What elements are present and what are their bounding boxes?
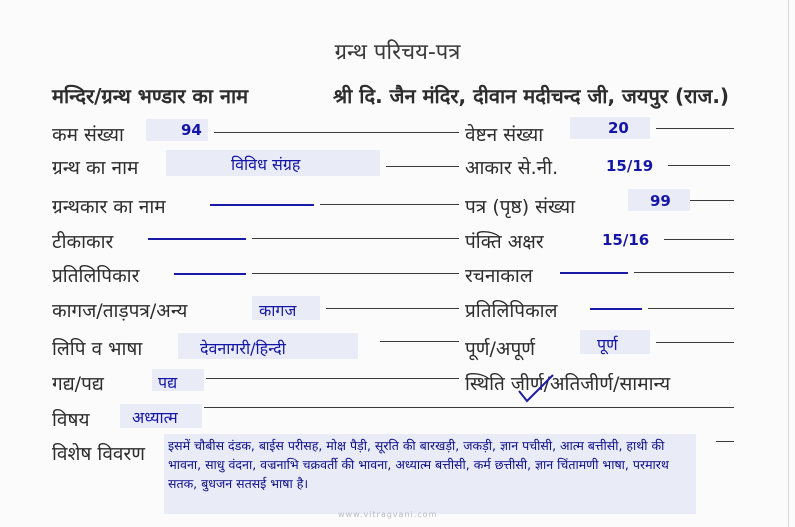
veshtan-label: वेष्टन संख्या (465, 124, 544, 146)
rachnakal-label: रचनाकाल (465, 265, 533, 287)
granth-naam-value: विविध संग्रह (231, 155, 301, 174)
card-edge (788, 0, 789, 527)
pratilipikar-label: प्रतिलिपिकार (52, 265, 140, 287)
pratilipikal-label: प्रतिलिपिकाल (465, 300, 558, 322)
vishesh-label: विशेष विवरण (52, 443, 145, 465)
kagaj-value: कागज (259, 301, 297, 320)
gadya-value: पद्य (158, 373, 178, 392)
kram-sankhya-line (214, 132, 459, 133)
aakaar-label: आकार से.नी. (465, 157, 559, 179)
card-title: ग्रन्थ परिचय-पत्र (334, 40, 461, 65)
vishay-label: विषय (52, 409, 90, 431)
aakaar-value: 15/19 (606, 157, 654, 175)
patra-sankhya-label: पत्र (पृष्ठ) संख्या (465, 196, 576, 218)
teekakar-blank (148, 238, 246, 240)
pratilipikal-blank (590, 308, 642, 310)
kram-sankhya-label: कम संख्या (52, 124, 124, 146)
teekakar-label: टीकाकार (52, 231, 114, 253)
bhandar-label: मन्दिर/ग्रन्थ भण्डार का नाम (52, 84, 249, 108)
veshtan-value: 20 (608, 119, 629, 137)
granthkar-blank (210, 204, 314, 206)
kagaj-label: कागज/ताड़पत्र/अन्य (52, 300, 188, 322)
vishay-value: अध्यात्म (132, 408, 178, 427)
checkmark-icon (517, 373, 557, 405)
purn-value: पूर्ण (597, 335, 618, 354)
vishesh-value: इसमें चौबीस दंडक, बाईस परीसह, मोक्ष पैड़ी, सूरति की बारखड़ी, जकड़ी, ज्ञान पचीसी, आत्म बत्तीसी, हाथी की भावना, साधु वंदना, वज्रनाभि चक्रवर्ती की भावना, अध्यात्म बत्तीसी, कर्म छत्तीसी, ज्ञान चिंतामणी भाषा, परमारथ सतक, बुधजन सतसई भाषा है। (168, 438, 669, 491)
gadya-label: गद्य/पद्य (52, 373, 104, 395)
lipi-label: लिपि व भाषा (52, 338, 143, 360)
watermark: www.vitragvani.com (338, 510, 438, 519)
lipi-value: देवनागरी/हिन्दी (200, 339, 286, 358)
rachnakal-blank (560, 272, 628, 274)
bhandar-value: श्री दि. जैन मंदिर, दीवान मदीचन्द जी, जयपुर (राज.) (333, 84, 730, 108)
sthiti-label: स्थिति जीर्ण/अतिजीर्ण/सामान्य (465, 373, 671, 395)
granthkar-label: ग्रन्थकार का नाम (52, 196, 166, 218)
pankti-label: पंक्ति अक्षर (465, 231, 544, 253)
kram-sankhya-value: 94 (181, 121, 202, 139)
purn-label: पूर्ण/अपूर्ण (465, 338, 535, 360)
pratilipikar-blank (174, 273, 246, 275)
pankti-value: 15/16 (602, 231, 650, 249)
granth-naam-label: ग्रन्थ का नाम (52, 157, 139, 179)
patra-sankhya-value: 99 (650, 192, 671, 210)
